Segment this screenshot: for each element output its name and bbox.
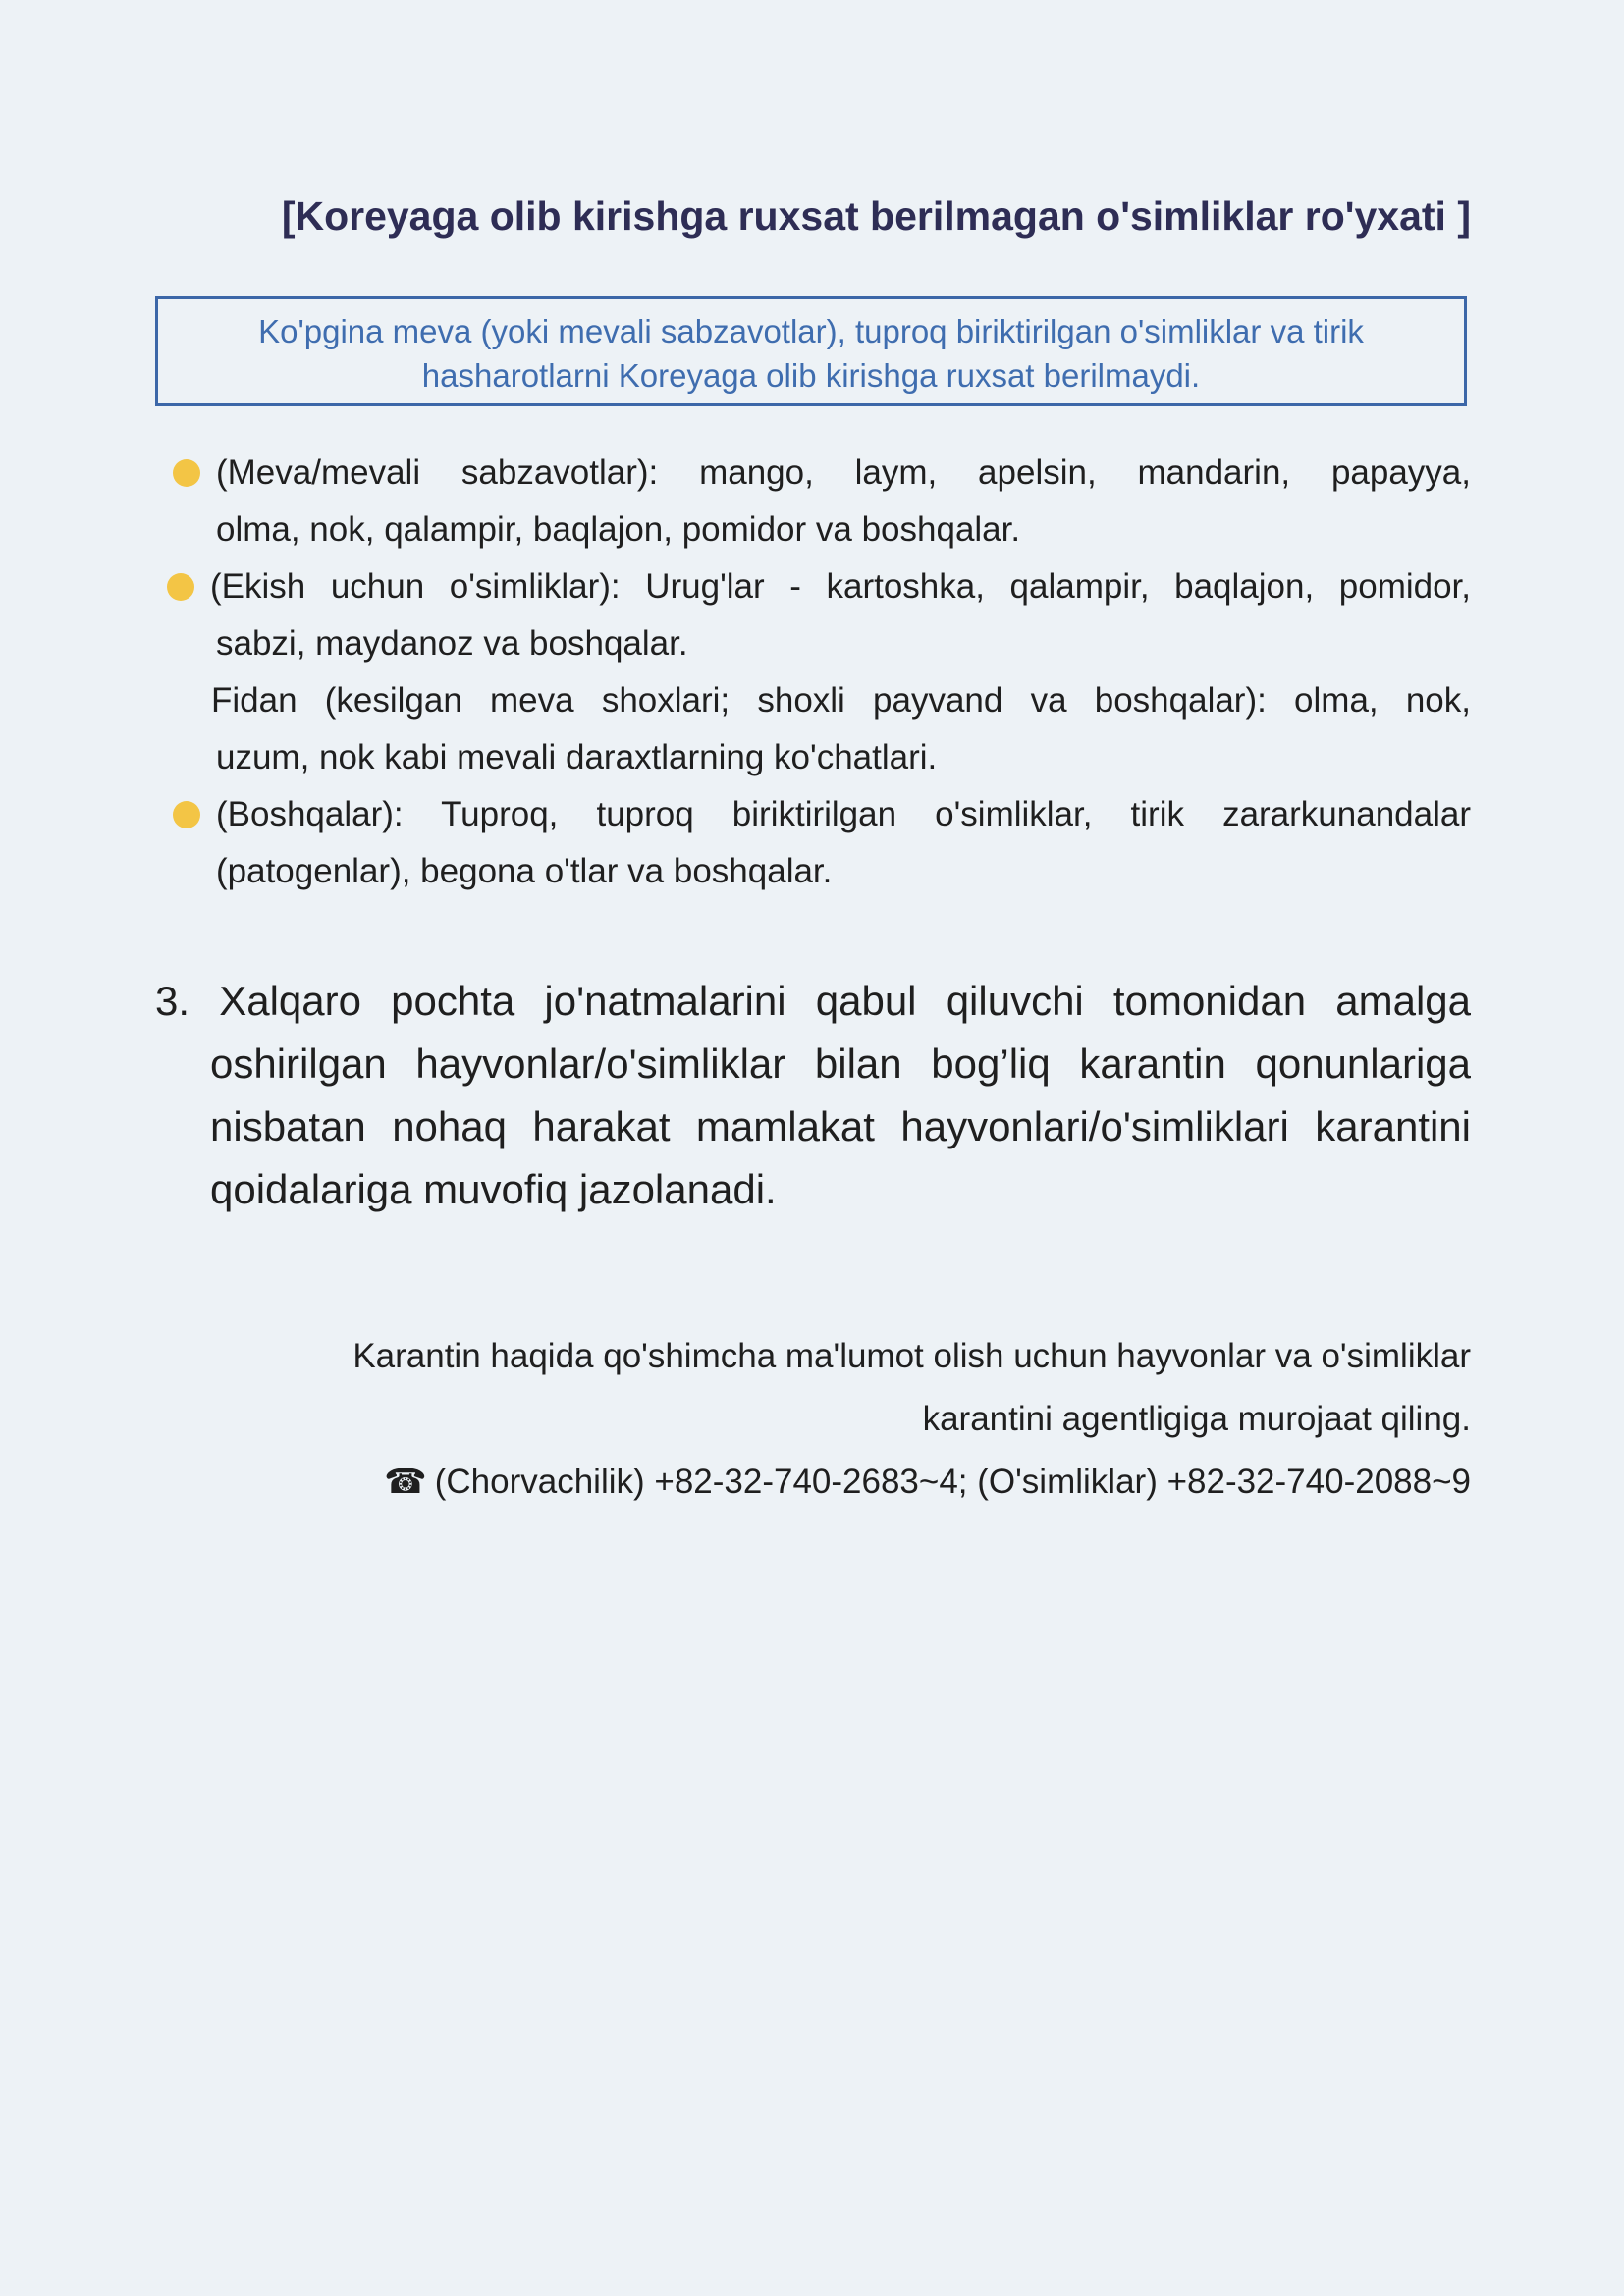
section-3-line-3: nisbatan nohaq harakat mamlakat hayvonlari/o'simliklari karantini <box>210 1103 1471 1149</box>
section-number: 3. <box>155 978 190 1024</box>
contact-phone-line <box>155 1451 1471 1514</box>
list-item-planting <box>155 559 1471 786</box>
list-item-text: (Meva/mevali sabzavotlar): mango, laym, apelsin, mandarin, papayya, <box>216 454 1471 492</box>
section-3-penalty <box>155 970 1471 1221</box>
list-item-fruits <box>155 445 1471 559</box>
bullet-dot-icon <box>173 801 200 828</box>
section-3-text: Xalqaro pochta jo'natmalarini qabul qiluvchi tomonidan amalga <box>219 978 1471 1024</box>
list-item-text: (patogenlar), begona o'tlar va boshqalar. <box>216 852 833 890</box>
section-3-line-4: qoidalariga muvofiq jazolanadi. <box>210 1166 777 1212</box>
list-item-text: (Ekish uchun o'simliklar): Urug'lar - kartoshka, qalampir, baqlajon, pomidor, <box>210 567 1471 606</box>
notice-line-1: Ko'pgina meva (yoki mevali sabzavotlar), tuproq biriktirilgan o'simliklar va tirik <box>258 313 1364 349</box>
list-item-text: Fidan (kesilgan meva shoxlari; shoxli payvand va boshqalar): olma, nok, <box>211 681 1471 720</box>
prohibited-plants-list <box>155 445 1471 900</box>
contact-line-2: karantini agentligiga murojaat qiling. <box>922 1400 1471 1438</box>
contact-line-1: Karantin haqida qo'shimcha ma'lumot olish uchun hayvonlar va o'simliklar <box>352 1337 1471 1375</box>
section-3-line-1 <box>155 970 1471 1033</box>
bullet-dot-icon <box>173 459 200 487</box>
list-item-text: sabzi, maydanoz va boshqalar. <box>216 624 688 663</box>
notice-line-2: hasharotlarni Koreyaga olib kirishga ruxsat berilmaydi. <box>421 357 1201 394</box>
phone-icon: ☎ <box>384 1463 427 1502</box>
page-title: [Koreyaga olib kirishga ruxsat berilmagan o'simliklar ro'yxati ] <box>281 193 1471 239</box>
list-item-text: olma, nok, qalampir, baqlajon, pomidor va boshqalar. <box>216 510 1021 549</box>
bullet-dot-icon <box>167 573 194 601</box>
section-3-line-2: oshirilgan hayvonlar/o'simliklar bilan bog’liq karantin qonunlariga <box>210 1041 1471 1087</box>
list-item-text: (Boshqalar): Tuproq, tuproq biriktirilgan o'simliklar, tirik zararkunandalar <box>216 795 1471 833</box>
list-item-text: uzum, nok kabi mevali daraxtlarning ko'chatlari. <box>216 738 938 776</box>
contact-info <box>155 1325 1471 1514</box>
notice-box <box>155 296 1467 406</box>
list-item-others <box>155 786 1471 900</box>
phone-numbers: (Chorvachilik) +82-32-740-2683~4; (O'simliklar) +82-32-740-2088~9 <box>434 1463 1471 1501</box>
